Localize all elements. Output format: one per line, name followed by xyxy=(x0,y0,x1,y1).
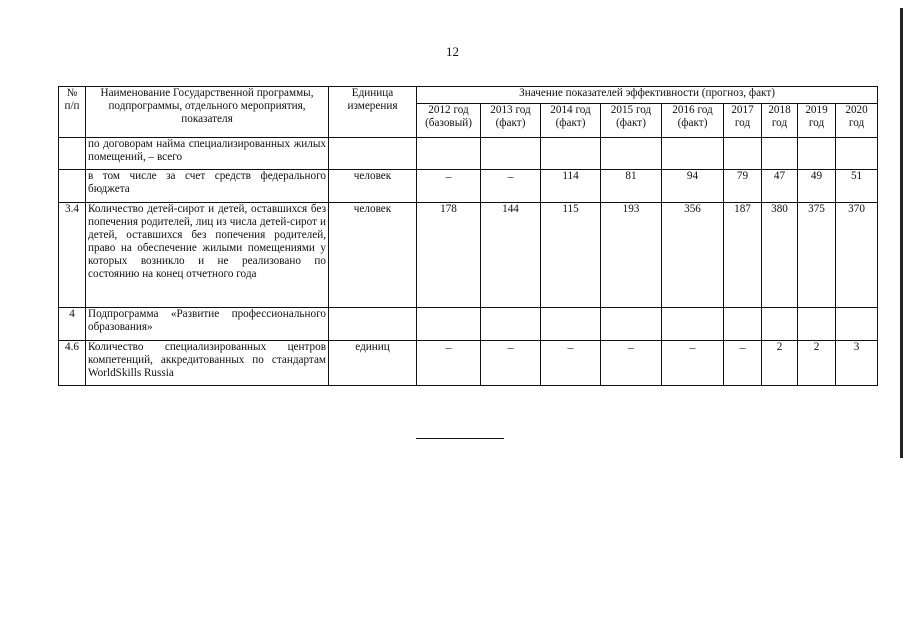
year-header: 2015 год (факт) xyxy=(601,104,662,138)
row-value: – xyxy=(662,341,724,386)
year-header: 2017 год xyxy=(724,104,762,138)
row-value xyxy=(417,138,481,170)
row-unit xyxy=(329,308,417,341)
row-value xyxy=(836,138,878,170)
row-num: 3.4 xyxy=(59,203,86,308)
table-row xyxy=(59,203,878,308)
row-value: 2 xyxy=(762,341,798,386)
row-unit: человек xyxy=(329,203,417,308)
year-header: 2019 год xyxy=(798,104,836,138)
row-value: 49 xyxy=(798,170,836,203)
row-value xyxy=(662,138,724,170)
row-value: – xyxy=(417,341,481,386)
row-value xyxy=(601,308,662,341)
year-header: 2020 год xyxy=(836,104,878,138)
row-value: 356 xyxy=(662,203,724,308)
row-value: – xyxy=(601,341,662,386)
row-unit: единиц xyxy=(329,341,417,386)
table-row xyxy=(59,170,878,203)
year-header: 2013 год (факт) xyxy=(481,104,541,138)
row-value xyxy=(836,308,878,341)
row-value xyxy=(541,308,601,341)
scan-edge-shadow xyxy=(900,8,903,458)
row-value: 375 xyxy=(798,203,836,308)
row-value xyxy=(601,138,662,170)
table-row xyxy=(59,138,878,170)
row-value xyxy=(662,308,724,341)
row-value xyxy=(417,308,481,341)
row-value: 3 xyxy=(836,341,878,386)
row-value: 380 xyxy=(762,203,798,308)
header-values-title: Значение показателей эффективности (прогноз, факт) xyxy=(417,87,878,104)
row-value: 47 xyxy=(762,170,798,203)
row-value: 115 xyxy=(541,203,601,308)
row-value: 370 xyxy=(836,203,878,308)
row-num xyxy=(59,170,86,203)
row-name: по договорам найма специализированных жилых помещений, – всего xyxy=(86,138,329,170)
row-value xyxy=(481,308,541,341)
row-value xyxy=(724,308,762,341)
row-value: 178 xyxy=(417,203,481,308)
row-value xyxy=(724,138,762,170)
row-value: – xyxy=(481,341,541,386)
row-value xyxy=(798,138,836,170)
row-value: 51 xyxy=(836,170,878,203)
year-header: 2014 год (факт) xyxy=(541,104,601,138)
year-header: 2016 год (факт) xyxy=(662,104,724,138)
row-value: – xyxy=(417,170,481,203)
row-value: 94 xyxy=(662,170,724,203)
row-unit: человек xyxy=(329,170,417,203)
header-num: № п/п xyxy=(59,87,86,138)
row-value: 81 xyxy=(601,170,662,203)
row-num: 4.6 xyxy=(59,341,86,386)
table-row xyxy=(59,308,878,341)
table-row xyxy=(59,341,878,386)
row-name: Подпрограмма «Развитие профессионального образования» xyxy=(86,308,329,341)
row-value: 193 xyxy=(601,203,662,308)
row-value: – xyxy=(481,170,541,203)
row-value xyxy=(762,308,798,341)
page-number: 12 xyxy=(446,44,459,59)
closing-rule xyxy=(416,438,504,439)
row-value: 2 xyxy=(798,341,836,386)
row-value: 187 xyxy=(724,203,762,308)
row-value xyxy=(762,138,798,170)
year-header: 2012 год (базовый) xyxy=(417,104,481,138)
row-value xyxy=(798,308,836,341)
row-unit xyxy=(329,138,417,170)
header-unit: Единица измерения xyxy=(329,87,417,138)
row-name: в том числе за счет средств федерального бюджета xyxy=(86,170,329,203)
header-name: Наименование Государственной программы, подпрограммы, отдельного мероприятия, показателя xyxy=(86,87,329,138)
table-header-row xyxy=(59,87,878,104)
row-value xyxy=(541,138,601,170)
row-num xyxy=(59,138,86,170)
row-name: Количество детей-сирот и детей, оставшихся без попечения родителей, лиц из числа детей-сирот и детей, оставшихся без попечения родителей, право на обеспечение жилыми помещениями у которых возникло и не реализовано по состоянию на конец отчетного года xyxy=(86,203,329,308)
row-value: – xyxy=(724,341,762,386)
row-value: 114 xyxy=(541,170,601,203)
row-value xyxy=(481,138,541,170)
row-value: – xyxy=(541,341,601,386)
row-num: 4 xyxy=(59,308,86,341)
row-value: 79 xyxy=(724,170,762,203)
row-name: Количество специализированных центров компетенций, аккредитованных по стандартам WorldSkills Russia xyxy=(86,341,329,386)
year-header: 2018 год xyxy=(762,104,798,138)
indicators-table xyxy=(58,86,878,386)
row-value: 144 xyxy=(481,203,541,308)
